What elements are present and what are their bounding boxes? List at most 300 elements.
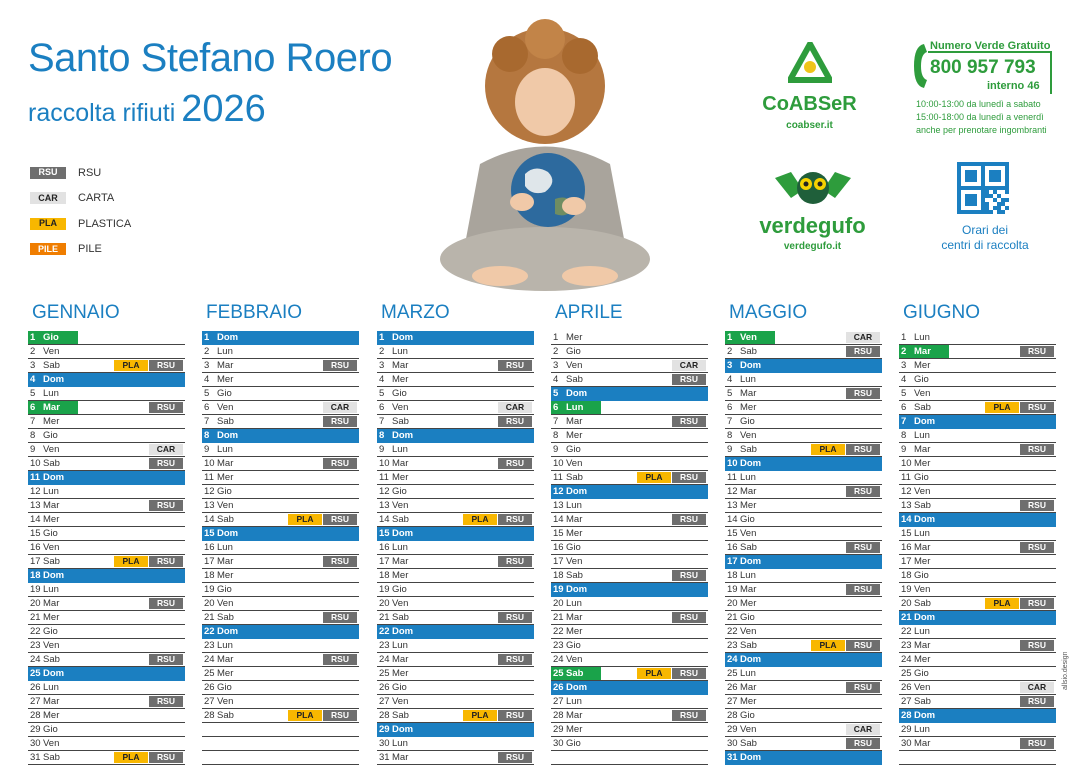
day-number: 25 (901, 668, 912, 679)
day-row (377, 429, 534, 443)
car-badge: CAR (30, 192, 66, 204)
day-row (551, 415, 708, 429)
day-number: 25 (204, 668, 215, 679)
day-row (899, 625, 1056, 639)
weekday-name: Gio (392, 388, 407, 399)
day-row (725, 499, 882, 513)
owl-icon (773, 168, 853, 206)
day-row (725, 569, 882, 583)
legend (30, 160, 131, 262)
day-row (377, 415, 534, 429)
day-row (202, 667, 359, 681)
weekday-name: Gio (914, 374, 929, 385)
day-number: 6 (30, 402, 36, 413)
collection-badges (498, 752, 532, 763)
rsu-badge: RSU (30, 167, 66, 179)
weekday-name: Lun (914, 528, 930, 539)
weekday-name: Ven (914, 682, 931, 693)
toll-free-number[interactable]: 800 957 793 (930, 57, 1036, 78)
day-row (28, 737, 185, 751)
day-row (377, 387, 534, 401)
weekday-name: Dom (217, 332, 239, 343)
weekday-name: Dom (217, 626, 239, 637)
weekday-name: Ven (740, 626, 757, 637)
weekday-name: Lun (914, 626, 930, 637)
day-row (551, 653, 708, 667)
weekday-name: Mar (392, 458, 409, 469)
day-row (725, 359, 882, 373)
weekday-name: Ven (392, 598, 409, 609)
day-row (377, 457, 534, 471)
day-row (377, 443, 534, 457)
day-number: 11 (727, 472, 737, 483)
collection-badges (811, 444, 880, 455)
weekday-name: Gio (392, 486, 407, 497)
day-number: 10 (379, 458, 390, 469)
recycle-icon (788, 42, 832, 86)
weekday-name: Dom (740, 752, 762, 763)
rsu-badge: RSU (149, 500, 183, 511)
weekday-name: Mar (740, 682, 757, 693)
day-row (377, 695, 534, 709)
weekday-name: Ven (392, 500, 409, 511)
day-number: 5 (553, 388, 559, 399)
day-number: 20 (379, 598, 390, 609)
weekday-name: Sab (566, 374, 583, 385)
rsu-badge: RSU (1020, 402, 1054, 413)
day-number: 19 (901, 584, 912, 595)
month-name: MARZO (381, 302, 450, 323)
day-row (725, 471, 882, 485)
weekday-name: Sab (566, 668, 584, 679)
day-number: 19 (379, 584, 390, 595)
rsu-badge: RSU (1020, 346, 1054, 357)
day-row (725, 723, 882, 737)
collection-badges (323, 612, 357, 623)
rsu-badge: RSU (323, 654, 357, 665)
collection-badges (846, 584, 880, 595)
weekday-name: Ven (43, 640, 60, 651)
weekday-name: Gio (217, 388, 232, 399)
day-number: 15 (727, 528, 738, 539)
empty-row (551, 751, 708, 765)
rsu-badge: RSU (498, 556, 532, 567)
day-number: 5 (30, 388, 36, 399)
day-row (28, 639, 185, 653)
collection-badges (149, 598, 183, 609)
rsu-badge: RSU (1020, 444, 1054, 455)
day-row (377, 513, 534, 527)
day-number: 3 (553, 360, 559, 371)
day-row (202, 597, 359, 611)
day-number: 16 (379, 542, 390, 553)
day-number: 11 (204, 472, 214, 483)
coabser-link[interactable]: coabser.it (786, 120, 833, 131)
day-row (725, 401, 882, 415)
day-number: 8 (379, 430, 385, 441)
day-row (551, 583, 708, 597)
weekday-name: Dom (43, 374, 65, 385)
day-number: 28 (204, 710, 215, 721)
weekday-name: Sab (914, 598, 931, 609)
weekday-name: Lun (43, 584, 59, 595)
weekday-name: Lun (217, 444, 233, 455)
day-row (377, 331, 534, 345)
day-number: 30 (727, 738, 738, 749)
qr-caption (910, 223, 1060, 253)
day-number: 18 (30, 570, 41, 581)
collection-badges (672, 710, 706, 721)
day-row (28, 709, 185, 723)
weekday-name: Mer (43, 612, 60, 623)
rsu-badge: RSU (498, 612, 532, 623)
day-number: 14 (30, 514, 41, 525)
hours-line: anche per prenotare ingombranti (916, 125, 1047, 135)
day-number: 15 (204, 528, 215, 539)
weekday-name: Sab (740, 444, 757, 455)
weekday-name: Ven (43, 444, 60, 455)
day-row (28, 723, 185, 737)
legend-label: RSU (78, 166, 102, 179)
weekday-name: Ven (914, 388, 931, 399)
day-number: 20 (901, 598, 912, 609)
collection-badges (1020, 682, 1054, 693)
day-row (377, 597, 534, 611)
collection-badges (498, 458, 532, 469)
rsu-badge: RSU (149, 556, 183, 567)
day-number: 26 (901, 682, 912, 693)
day-row (551, 639, 708, 653)
day-row (28, 751, 185, 765)
weekday-name: Dom (914, 710, 936, 721)
day-row (899, 499, 1056, 513)
car-badge: CAR (672, 360, 706, 371)
day-row (725, 415, 882, 429)
month-gennaio (28, 302, 185, 765)
weekday-name: Lun (740, 472, 756, 483)
rsu-badge: RSU (149, 458, 183, 469)
day-number: 25 (379, 668, 390, 679)
day-number: 29 (553, 724, 564, 735)
day-number: 24 (379, 654, 390, 665)
hours-line: 10:00-13:00 da lunedì a sabato (916, 99, 1041, 109)
day-number: 1 (727, 332, 733, 343)
day-row (899, 597, 1056, 611)
day-row (28, 471, 185, 485)
extension-label: interno 46 (987, 80, 1040, 92)
day-row (377, 401, 534, 415)
day-number: 6 (727, 402, 733, 413)
weekday-name: Mer (566, 528, 583, 539)
day-number: 30 (901, 738, 912, 749)
weekday-name: Sab (217, 416, 234, 427)
weekday-name: Mar (566, 514, 583, 525)
qr-code-icon[interactable] (957, 162, 1009, 214)
weekday-name: Gio (740, 612, 755, 623)
weekday-name: Gio (217, 584, 232, 595)
weekday-name: Mar (914, 444, 931, 455)
weekday-name: Gio (43, 332, 59, 343)
rsu-badge: RSU (323, 710, 357, 721)
rsu-badge: RSU (149, 360, 183, 371)
weekday-name: Mar (43, 696, 60, 707)
day-row (202, 695, 359, 709)
day-number: 31 (379, 752, 390, 763)
day-row (202, 457, 359, 471)
weekday-name: Mar (43, 598, 60, 609)
day-row (377, 555, 534, 569)
qr-caption-line: centri di raccolta (941, 238, 1029, 252)
day-row (202, 555, 359, 569)
day-number: 13 (727, 500, 738, 511)
day-row (28, 373, 185, 387)
pla-badge: PLA (114, 556, 148, 567)
day-number: 11 (379, 472, 389, 483)
day-number: 28 (30, 710, 41, 721)
weekday-name: Dom (566, 388, 588, 399)
rsu-badge: RSU (672, 612, 706, 623)
day-number: 1 (553, 332, 559, 343)
day-number: 28 (379, 710, 390, 721)
day-number: 19 (553, 584, 564, 595)
day-number: 20 (727, 598, 738, 609)
day-number: 26 (553, 682, 564, 693)
weekday-name: Lun (740, 668, 756, 679)
day-number: 17 (901, 556, 912, 567)
weekday-name: Mer (566, 430, 583, 441)
day-row (377, 611, 534, 625)
month-maggio (725, 302, 882, 765)
day-row (551, 457, 708, 471)
qr-caption-line: Orari dei (961, 223, 1008, 237)
day-row (377, 653, 534, 667)
day-number: 17 (30, 556, 41, 567)
day-row (725, 429, 882, 443)
collection-badges (463, 710, 532, 721)
day-row (899, 471, 1056, 485)
weekday-name: Dom (392, 430, 414, 441)
day-number: 7 (379, 416, 385, 427)
month-name: FEBBRAIO (206, 302, 303, 323)
day-number: 30 (379, 738, 390, 749)
day-number: 26 (727, 682, 738, 693)
pla-badge: PLA (288, 514, 322, 525)
day-row (28, 681, 185, 695)
weekday-name: Mar (566, 416, 583, 427)
day-row (551, 429, 708, 443)
month-giugno (899, 302, 1056, 765)
weekday-name: Dom (740, 654, 762, 665)
day-row (551, 611, 708, 625)
day-row (28, 625, 185, 639)
day-number: 9 (30, 444, 36, 455)
day-number: 7 (727, 416, 733, 427)
verdegufo-name: verdegufo (759, 213, 866, 238)
collection-badges (811, 640, 880, 651)
day-row (377, 723, 534, 737)
day-number: 6 (553, 402, 559, 413)
day-number: 23 (379, 640, 390, 651)
day-row (202, 625, 359, 639)
day-row (202, 499, 359, 513)
day-number: 24 (901, 654, 912, 665)
page-subtitle (28, 90, 266, 128)
weekday-name: Gio (43, 528, 58, 539)
collection-badges (846, 738, 880, 749)
day-number: 3 (727, 360, 733, 371)
toll-free-label: Numero Verde Gratuito (930, 40, 1051, 52)
weekday-name: Gio (740, 416, 755, 427)
pla-badge: PLA (985, 598, 1019, 609)
day-row (551, 387, 708, 401)
day-number: 5 (204, 388, 210, 399)
day-number: 3 (30, 360, 36, 371)
day-row (28, 443, 185, 457)
weekday-name: Mer (740, 696, 757, 707)
day-number: 15 (901, 528, 912, 539)
day-number: 9 (204, 444, 210, 455)
day-row (899, 639, 1056, 653)
day-number: 22 (379, 626, 390, 637)
empty-row (202, 737, 359, 751)
day-row (725, 653, 882, 667)
day-row (725, 639, 882, 653)
pla-badge: PLA (811, 640, 845, 651)
day-row (725, 695, 882, 709)
collection-badges (288, 514, 357, 525)
month-febbraio (202, 302, 359, 765)
day-row (725, 583, 882, 597)
rsu-badge: RSU (498, 514, 532, 525)
day-number: 8 (727, 430, 733, 441)
pla-badge: PLA (637, 668, 671, 679)
weekday-name: Gio (217, 682, 232, 693)
day-row (551, 359, 708, 373)
weekday-name: Sab (740, 346, 757, 357)
day-number: 4 (553, 374, 559, 385)
day-row (28, 513, 185, 527)
collection-badges (149, 444, 183, 455)
rsu-badge: RSU (672, 570, 706, 581)
collection-badges (672, 374, 706, 385)
day-row (202, 429, 359, 443)
weekday-name: Ven (43, 738, 60, 749)
collection-badges (672, 514, 706, 525)
rsu-badge: RSU (323, 612, 357, 623)
day-number: 12 (727, 486, 738, 497)
weekday-name: Ven (914, 486, 931, 497)
collection-badges (114, 556, 183, 567)
day-row (28, 457, 185, 471)
day-number: 26 (30, 682, 41, 693)
day-row (899, 695, 1056, 709)
day-row (551, 681, 708, 695)
day-row (377, 737, 534, 751)
weekday-name: Sab (914, 500, 931, 511)
day-row (899, 541, 1056, 555)
day-row (202, 401, 359, 415)
day-number: 10 (30, 458, 41, 469)
collection-badges (846, 388, 880, 399)
day-number: 16 (30, 542, 41, 553)
day-number: 27 (901, 696, 912, 707)
day-row (725, 667, 882, 681)
rsu-badge: RSU (846, 388, 880, 399)
day-number: 29 (30, 724, 41, 735)
day-row (377, 569, 534, 583)
collection-badges (323, 556, 357, 567)
day-row (377, 751, 534, 765)
rsu-badge: RSU (672, 374, 706, 385)
day-number: 2 (553, 346, 559, 357)
weekday-name: Ven (740, 332, 757, 343)
day-number: 20 (553, 598, 564, 609)
weekday-name: Sab (43, 556, 60, 567)
day-number: 31 (727, 752, 738, 763)
day-row (899, 681, 1056, 695)
weekday-name: Gio (392, 584, 407, 595)
day-row (28, 485, 185, 499)
day-number: 21 (204, 612, 215, 623)
empty-row (899, 751, 1056, 765)
day-row (28, 695, 185, 709)
weekday-name: Mar (217, 654, 234, 665)
day-row (202, 443, 359, 457)
day-number: 20 (204, 598, 215, 609)
day-number: 4 (727, 374, 733, 385)
day-row (725, 611, 882, 625)
day-number: 27 (727, 696, 738, 707)
day-number: 23 (901, 640, 912, 651)
day-number: 19 (30, 584, 41, 595)
day-row (725, 527, 882, 541)
day-row (202, 653, 359, 667)
collection-badges (498, 402, 532, 413)
day-number: 24 (553, 654, 564, 665)
day-number: 26 (204, 682, 215, 693)
weekday-name: Sab (43, 360, 60, 371)
day-number: 22 (901, 626, 912, 637)
day-number: 18 (553, 570, 564, 581)
day-number: 2 (901, 346, 907, 357)
weekday-name: Ven (740, 528, 757, 539)
year-label: 2026 (181, 88, 266, 130)
weekday-name: Dom (392, 626, 414, 637)
verdegufo-link[interactable]: verdegufo.it (783, 241, 842, 252)
weekday-name: Lun (217, 542, 233, 553)
day-row (28, 653, 185, 667)
day-number: 8 (901, 430, 907, 441)
opening-hours (916, 98, 1047, 137)
day-number: 10 (553, 458, 564, 469)
day-number: 21 (901, 612, 912, 623)
day-row (551, 373, 708, 387)
day-row (551, 471, 708, 485)
weekday-name: Mer (217, 668, 234, 679)
pla-badge: PLA (463, 514, 497, 525)
weekday-name: Mer (43, 710, 60, 721)
weekday-name: Mar (740, 486, 757, 497)
weekday-name: Dom (566, 682, 588, 693)
rsu-badge: RSU (149, 696, 183, 707)
day-number: 11 (901, 472, 911, 483)
weekday-name: Sab (914, 696, 931, 707)
day-row (377, 639, 534, 653)
day-number: 23 (553, 640, 564, 651)
collection-badges (288, 710, 357, 721)
day-row (377, 485, 534, 499)
weekday-name: Lun (392, 346, 408, 357)
